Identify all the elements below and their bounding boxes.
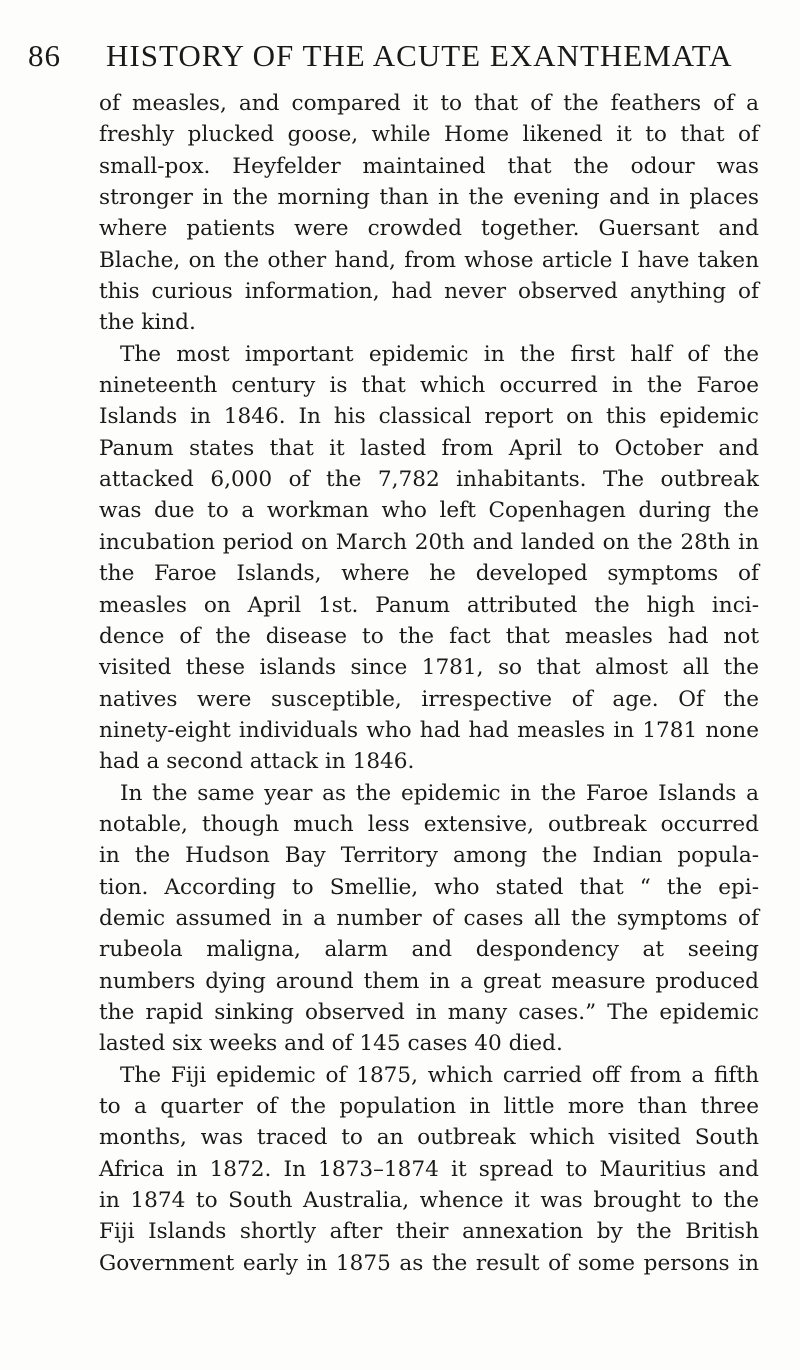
text-line: to a quarter of the population in little more than three [99, 1094, 759, 1119]
text-line: numbers dying around them in a great measure produced [99, 968, 759, 994]
running-title: HISTORY OF THE ACUTE EXANTHEMATA [106, 38, 733, 73]
text-line: tion. According to Smellie, who stated that “ the epi- [99, 874, 759, 900]
running-head [28, 38, 768, 78]
text-line: where patients were crowded together. Guersant and [99, 216, 759, 242]
text-line: measles on April 1st. Panum attributed the high inci- [99, 592, 759, 618]
text-line: in the Hudson Bay Territory among the Indian popula- [99, 843, 759, 869]
text-line: Panum states that it lasted from April to October and [99, 435, 759, 461]
text-line: the kind. [99, 310, 196, 336]
text-line: lasted six weeks and of 145 cases 40 died. [99, 1031, 563, 1057]
text-line: had a second attack in 1846. [99, 749, 415, 775]
paragraph [99, 339, 759, 778]
text-line: months, was traced to an outbreak which visited South [99, 1125, 759, 1151]
text-line: The most important epidemic in the first half of the [120, 341, 759, 367]
text-line: notable, though much less extensive, outbreak occurred [99, 811, 759, 837]
text-line: in 1874 to South Australia, whence it was brought to the [99, 1188, 759, 1214]
text-line: attacked 6,000 of the 7,782 inhabitants. The outbreak [99, 467, 759, 493]
text-line: small-pox. Heyfelder maintained that the odour was [99, 153, 759, 179]
text-line: visited these islands since 1781, so that almost all the [99, 655, 759, 681]
text-line: natives were susceptible, irrespective of age. Of the [99, 686, 759, 712]
text-line: incubation period on March 20th and landed on the 28th in [99, 529, 759, 555]
text-line: the Faroe Islands, where he developed symptoms of [99, 561, 759, 587]
text-line: Islands in 1846. In his classical report on this epidemic [99, 404, 759, 430]
text-line: stronger in the morning than in the evening and in places [99, 185, 759, 211]
text-line: nineteenth century is that which occurred in the Faroe [99, 373, 759, 399]
text-line: Blache, on the other hand, from whose article I have taken [99, 247, 759, 273]
paragraph [99, 88, 759, 339]
text-line: rubeola maligna, alarm and despondency at seeing [99, 937, 759, 963]
body-text [99, 88, 759, 1279]
text-line: Fiji Islands shortly after their annexation by the British [99, 1219, 759, 1245]
text-line: dence of the disease to the fact that measles had not [99, 623, 759, 649]
text-line: In the same year as the epidemic in the Faroe Islands a [120, 780, 759, 806]
text-line: of measles, and compared it to that of the feathers of a [99, 91, 759, 116]
text-line: The Fiji epidemic of 1875, which carried off from a fifth [120, 1062, 759, 1088]
text-line: demic assumed in a number of cases all the symptoms of [99, 905, 759, 931]
text-line: this curious information, had never observed anything of [99, 279, 759, 305]
paragraph [99, 1060, 759, 1279]
page-number: 86 [28, 38, 61, 73]
paragraph [99, 778, 759, 1060]
text-line: Africa in 1872. In 1873–1874 it spread to Mauritius and [99, 1156, 759, 1182]
text-line: freshly plucked goose, while Home likened it to that of [99, 122, 759, 148]
text-line: the rapid sinking observed in many cases.” The epidemic [99, 999, 759, 1025]
text-line: was due to a workman who left Copenhagen during the [99, 498, 759, 524]
text-line: Government early in 1875 as the result of some persons in [99, 1250, 759, 1276]
text-line: ninety-eight individuals who had had measles in 1781 none [99, 717, 759, 743]
